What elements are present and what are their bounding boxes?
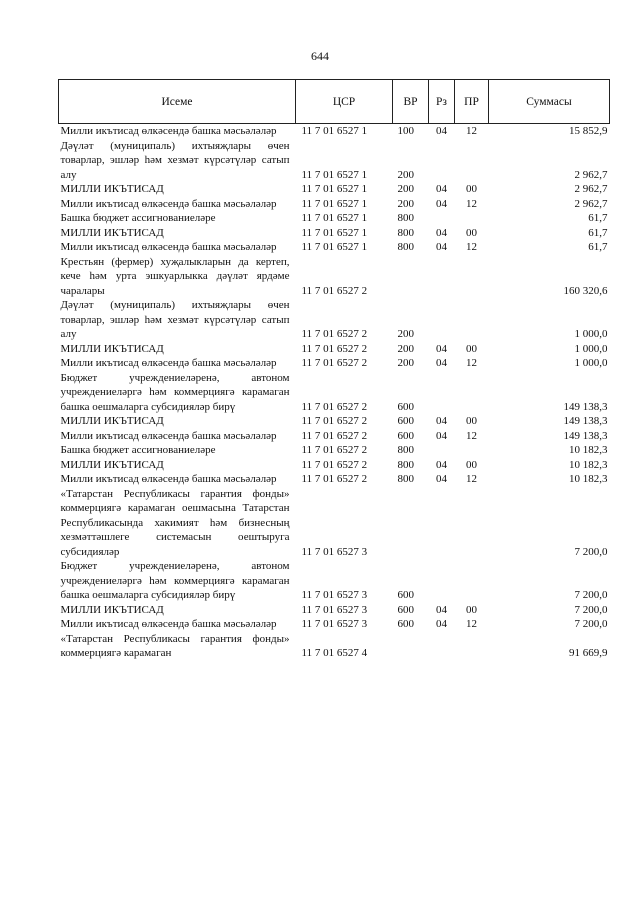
- row-csr: 11 7 01 6527 1: [301, 241, 368, 253]
- header-sum: Суммасы: [489, 80, 610, 124]
- row-rz: 04: [436, 458, 447, 471]
- table-row: [59, 603, 610, 618]
- row-rz: [429, 371, 455, 415]
- row-sum: 7 200,0: [574, 618, 608, 630]
- table-row: [59, 124, 610, 139]
- header-vr: ВР: [393, 80, 429, 124]
- row-vr: 800: [397, 444, 414, 456]
- row-sum: 61,7: [588, 212, 608, 224]
- row-pr: 12: [466, 473, 477, 485]
- row-sum: 7 200,0: [574, 603, 608, 616]
- row-pr: 12: [466, 197, 477, 210]
- table-row: [59, 226, 610, 241]
- table-row: [59, 371, 610, 415]
- row-rz: 04: [436, 183, 447, 195]
- row-sum: 160 320,6: [563, 284, 608, 297]
- row-name: Милли икътисад өлкәсендә башка мәсьәләләр: [60, 618, 277, 630]
- row-vr: 100: [397, 125, 414, 137]
- row-sum: 149 138,3: [563, 429, 608, 442]
- row-pr: [455, 211, 489, 226]
- row-name: Милли икътисад өлкәсендә башка мәсьәләләр: [60, 357, 277, 369]
- row-csr: 11 7 01 6527 2: [301, 342, 368, 355]
- row-name: МИЛЛИ ИКЪТИСАД: [60, 183, 164, 195]
- table-row: [59, 443, 610, 458]
- row-name: Дәүләт (муниципаль) ихтыяҗлары өчен товарлар, эшләр һәм хезмәт күрсәтүләр сатып алу: [60, 299, 290, 340]
- row-vr: [393, 632, 429, 661]
- row-name: Башка бюджет ассигнованиеләре: [60, 444, 216, 456]
- row-name: Бюджет учреждениеләренә, автоном учреждениеләргә һәм коммерциягә карамаган башка оешмаларга субсидияләр бирү: [60, 371, 290, 413]
- row-rz: 04: [436, 197, 447, 210]
- row-pr: [455, 487, 489, 560]
- row-vr: 600: [397, 415, 414, 427]
- row-name: Милли икътисад өлкәсендә башка мәсьәләләр: [60, 125, 277, 137]
- row-pr: [455, 632, 489, 661]
- row-sum: 7 200,0: [574, 589, 608, 601]
- row-name: Дәүләт (муниципаль) ихтыяҗлары өчен товарлар, эшләр һәм хезмәт күрсәтүләр сатып алу: [60, 139, 290, 181]
- row-name: Крестьян (фермер) хуҗалыкларын да кертеп, кече һәм урта эшкуарлыкка дәүләт ярдәме чаралары: [60, 255, 290, 297]
- row-rz: [429, 139, 455, 183]
- row-pr: 00: [466, 342, 477, 355]
- row-name: «Татарстан Республикасы гарантия фонды» коммерциягә карамаган оешмасына Татарстан Республикасында хакимият һәм бизнесның хезмәттәшлеге системасын оештыруга субсидияләр: [60, 487, 290, 558]
- row-pr: 12: [466, 357, 477, 369]
- row-csr: 11 7 01 6527 1: [301, 212, 368, 224]
- table-row: [59, 617, 610, 632]
- row-rz: 04: [436, 429, 447, 442]
- row-name: МИЛЛИ ИКЪТИСАД: [60, 226, 164, 239]
- row-vr: 800: [397, 226, 414, 239]
- row-sum: 2 962,7: [574, 183, 608, 195]
- row-pr: 00: [466, 458, 477, 471]
- row-pr: 12: [466, 618, 477, 630]
- row-csr: 11 7 01 6527 3: [301, 545, 368, 558]
- row-rz: 04: [436, 357, 447, 369]
- row-pr: [455, 255, 489, 299]
- table-row: [59, 632, 610, 661]
- row-sum: 7 200,0: [574, 545, 608, 558]
- row-name: МИЛЛИ ИКЪТИСАД: [60, 458, 164, 471]
- row-csr: 11 7 01 6527 4: [301, 647, 368, 659]
- row-pr: [455, 371, 489, 415]
- row-rz: [429, 559, 455, 603]
- row-sum: 61,7: [588, 241, 608, 253]
- row-name: МИЛЛИ ИКЪТИСАД: [60, 603, 164, 616]
- table-row: [59, 356, 610, 371]
- table-row: [59, 342, 610, 357]
- row-rz: [429, 211, 455, 226]
- table-row: [59, 414, 610, 429]
- row-name: Милли икътисад өлкәсендә башка мәсьәләләр: [60, 429, 277, 442]
- row-vr: 800: [397, 473, 414, 485]
- row-pr: 12: [466, 241, 477, 253]
- row-vr: 200: [397, 342, 414, 355]
- row-sum: 10 182,3: [569, 444, 608, 456]
- row-rz: 04: [436, 241, 447, 253]
- table-row: [59, 182, 610, 197]
- row-sum: 1 000,0: [574, 342, 608, 355]
- row-vr: 200: [397, 357, 414, 369]
- row-name: Милли икътисад өлкәсендә башка мәсьәләләр: [60, 473, 277, 485]
- row-vr: 600: [397, 400, 414, 413]
- row-sum: 1 000,0: [574, 357, 608, 369]
- row-name: «Татарстан Республикасы гарантия фонды» коммерциягә карамаган: [60, 632, 290, 659]
- row-vr: 200: [397, 197, 414, 210]
- header-rz: Рз: [429, 80, 455, 124]
- row-vr: 200: [397, 328, 414, 340]
- row-sum: 149 138,3: [563, 415, 608, 427]
- row-pr: 12: [466, 429, 477, 442]
- table-body: [59, 124, 610, 661]
- row-sum: 149 138,3: [563, 400, 608, 413]
- row-csr: 11 7 01 6527 2: [301, 415, 368, 427]
- row-csr: 11 7 01 6527 1: [301, 168, 368, 181]
- row-csr: 11 7 01 6527 2: [301, 400, 368, 413]
- table-row: [59, 139, 610, 183]
- row-sum: 61,7: [588, 226, 608, 239]
- row-vr: 800: [397, 458, 414, 471]
- row-pr: 00: [466, 183, 477, 195]
- row-rz: 04: [436, 618, 447, 630]
- row-sum: 1 000,0: [574, 328, 608, 340]
- row-csr: 11 7 01 6527 1: [301, 183, 368, 195]
- row-rz: [429, 298, 455, 342]
- row-csr: 11 7 01 6527 2: [301, 284, 368, 297]
- header-csr: ЦСР: [296, 80, 393, 124]
- budget-table: [58, 79, 610, 661]
- row-rz: [429, 443, 455, 458]
- row-vr: 600: [397, 603, 414, 616]
- row-sum: 91 669,9: [569, 647, 608, 659]
- row-csr: 11 7 01 6527 1: [301, 226, 368, 239]
- table-row: [59, 211, 610, 226]
- row-vr: 200: [397, 168, 414, 181]
- row-vr: 600: [397, 618, 414, 630]
- table-row: [59, 197, 610, 212]
- row-pr: 00: [466, 226, 477, 239]
- row-csr: 11 7 01 6527 2: [301, 357, 368, 369]
- row-sum: 2 962,7: [574, 197, 608, 210]
- table-row: [59, 559, 610, 603]
- row-vr: 200: [397, 183, 414, 195]
- row-name: Милли икътисад өлкәсендә башка мәсьәләләр: [60, 241, 277, 253]
- row-rz: [429, 255, 455, 299]
- row-name: Милли икътисад өлкәсендә башка мәсьәләләр: [60, 197, 277, 210]
- row-name: Бюджет учреждениеләренә, автоном учреждениеләргә һәм коммерциягә карамаган башка оешмаларга субсидияләр бирү: [60, 560, 290, 601]
- row-vr: 600: [397, 589, 414, 601]
- row-sum: 15 852,9: [569, 125, 608, 137]
- row-csr: 11 7 01 6527 2: [301, 458, 368, 471]
- row-sum: 2 962,7: [574, 168, 608, 181]
- row-csr: 11 7 01 6527 3: [301, 618, 368, 630]
- row-rz: [429, 632, 455, 661]
- table-header: [59, 80, 610, 124]
- row-rz: [429, 487, 455, 560]
- row-csr: 11 7 01 6527 2: [301, 473, 368, 485]
- row-pr: [455, 443, 489, 458]
- row-csr: 11 7 01 6527 1: [301, 197, 368, 210]
- row-csr: 11 7 01 6527 1: [301, 125, 368, 137]
- table-row: [59, 472, 610, 487]
- table-row: [59, 487, 610, 560]
- table-row: [59, 240, 610, 255]
- row-csr: 11 7 01 6527 2: [301, 328, 368, 340]
- row-rz: 04: [436, 603, 447, 616]
- row-pr: [455, 559, 489, 603]
- row-rz: 04: [436, 415, 447, 427]
- row-vr: [393, 255, 429, 299]
- row-sum: 10 182,3: [569, 458, 608, 471]
- row-name: МИЛЛИ ИКЪТИСАД: [60, 415, 164, 427]
- row-pr: 00: [466, 415, 477, 427]
- row-vr: 600: [397, 429, 414, 442]
- row-csr: 11 7 01 6527 3: [301, 603, 368, 616]
- table-row: [59, 298, 610, 342]
- header-name: Исеме: [59, 80, 296, 124]
- page-number: 644: [311, 49, 329, 63]
- row-rz: 04: [436, 473, 447, 485]
- row-pr: [455, 139, 489, 183]
- table-row: [59, 429, 610, 444]
- header-pr: ПР: [455, 80, 489, 124]
- row-vr: [393, 487, 429, 560]
- row-pr: 00: [466, 603, 477, 616]
- row-csr: 11 7 01 6527 3: [301, 589, 368, 601]
- row-pr: [455, 298, 489, 342]
- table-row: [59, 255, 610, 299]
- row-sum: 10 182,3: [569, 473, 608, 485]
- row-name: МИЛЛИ ИКЪТИСАД: [60, 342, 164, 355]
- table-row: [59, 458, 610, 473]
- row-vr: 800: [397, 212, 414, 224]
- row-rz: 04: [436, 125, 447, 137]
- row-pr: 12: [466, 125, 477, 137]
- row-name: Башка бюджет ассигнованиеләре: [60, 212, 216, 224]
- row-rz: 04: [436, 226, 447, 239]
- row-vr: 800: [397, 241, 414, 253]
- row-csr: 11 7 01 6527 2: [301, 429, 368, 442]
- row-rz: 04: [436, 342, 447, 355]
- row-csr: 11 7 01 6527 2: [301, 444, 368, 456]
